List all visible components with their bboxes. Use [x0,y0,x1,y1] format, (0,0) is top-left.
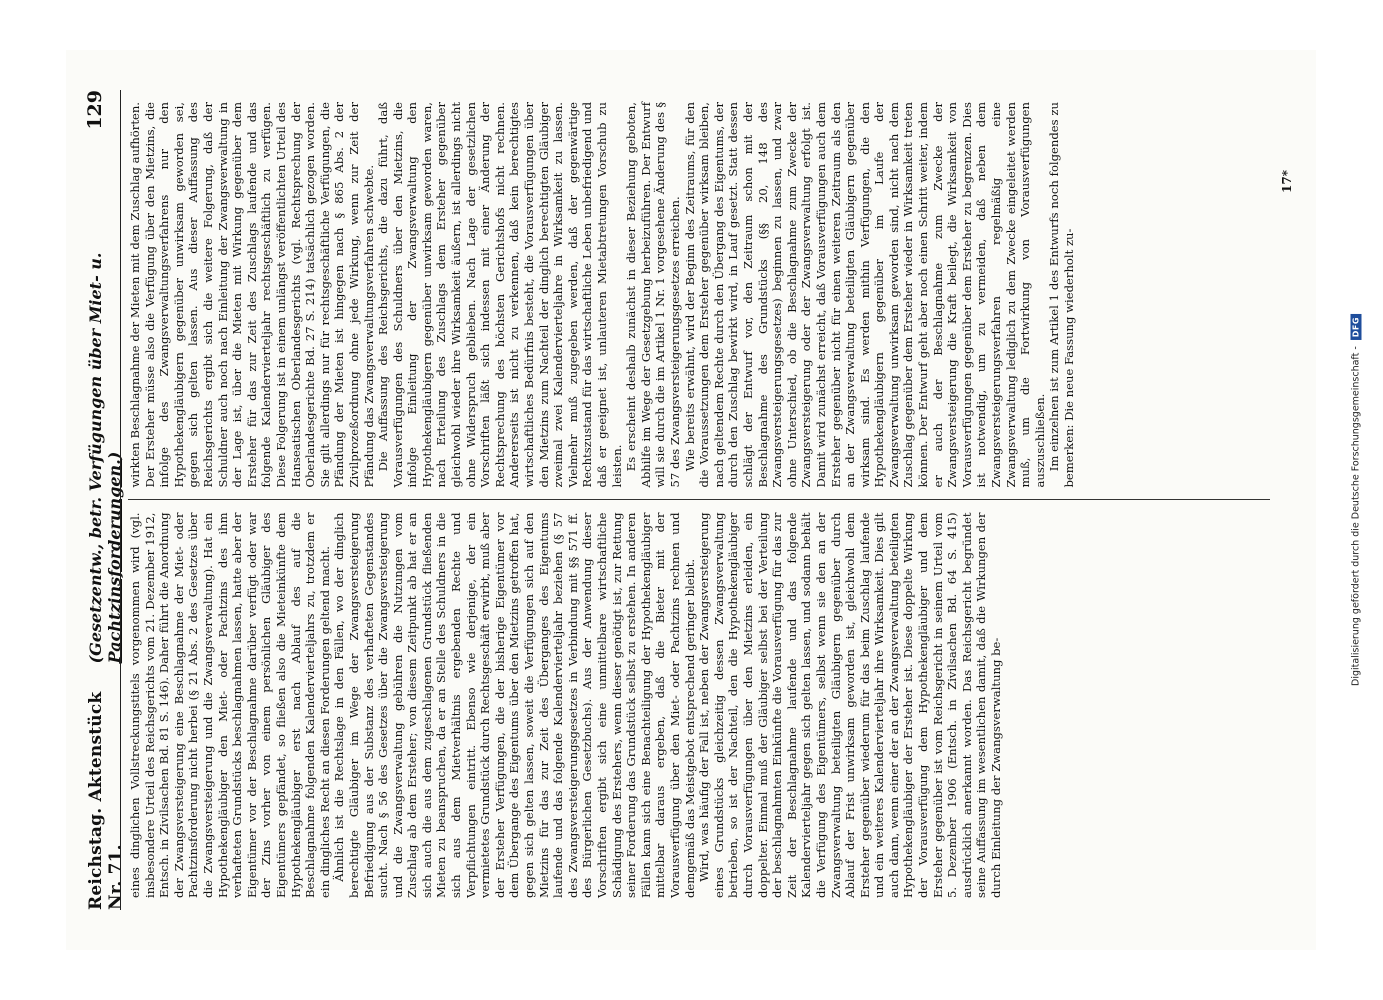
text-columns [128,90,1270,910]
header-subtitle [86,130,124,664]
digitization-credit [1351,314,1362,686]
paragraph: Im einzelnen ist zum Artikel 1 des Entwurfs noch folgendes zu bemerken: Die neue Fassung wiederholt zu- [1047,102,1076,488]
document-page [66,50,1316,950]
paragraph: Die Auffassung des Reichsgerichts, die dazu führt, daß Vorausverfügungen des Schuldners über den Mietzins, die infolge Einleitung der Zwangsverwaltung den Hypothekengläubigern gegenüber unwirksam geworden waren, nach Erteilung des Zuschlags dem Ersteher gegenüber gleichwohl wieder ihre Wirksamkeit äußern, ist allerdings nicht ohne Widerspruch geblieben. Nach Lage der gesetzlichen Vorschriften läßt sich indessen mit einer Änderung der Rechtsprechung des höchsten Gerichtshofs nicht rechnen. Andererseits ist nicht zu verkennen, daß kein berechtigtes wirtschaftliches Bedürfnis besteht, die Vorausverfügungen über den Mietzins zum Nachteil der dinglich berechtigten Gläubiger zweimal zwei Kalendervierteljahre in Wirksamkeit zu lassen. Vielmehr muß zugegeben werden, daß der gegenwärtige Rechtszustand für das wirtschaftliche Leben unbefriedigend und daß er geeignet ist, unlauteren Mietabtretungen Vorschub zu leisten. [376,102,624,488]
paragraph: Wird, was häufig der Fall ist, neben der Zwangsversteigerung eines Grundstücks gleichzeitig dessen Zwangsverwaltung betrieben, so ist der Nachteil, den die Hypothekengläubiger durch Vorausverfügungen über den Mietzins erleiden, ein doppelter. Einmal muß der Gläubiger selbst bei der Verteilung der beschlagnahmten Einkünfte die Vorausverfügung für das zur Zeit der Beschlagnahme laufende und das folgende Kalendervierteljahr gegen sich gelten lassen, und sodann behält die Verfügung des Eigentümers, selbst wenn sie den an der Zwangsverwaltung beteiligten Gläubigern gegenüber durch Ablauf der Frist unwirksam geworden ist, gleichwohl dem Ersteher gegenüber wiederum für das beim Zuschlag laufende und ein weiteres Kalendervierteljahr ihre Wirksamkeit. Dies gilt auch dann, wenn einer der an der Zwangsverwaltung beteiligten Hypothekengläubiger der Ersteher ist. Diese doppelte Wirkung der Vorausverfügung dem Hypothekengläubiger und dem Ersteher gegenüber ist vom Reichsgericht in seinem Urteil vom 5. Dezember 1906 (Entsch. in Zivilsachen Bd. 64 S. 415) ausdrücklich anerkannt worden. Das Reichsgericht begründet seine Auffassung im wesentlichen damit, daß die Wirkungen der durch Einleitung der Zwangsverwaltung be- [697,512,1004,898]
header-subtitle-prefix: (Gesetzentw., betr. Verfügungen über Miet- u. [86,252,105,664]
dfg-logo: DFG [1351,314,1362,340]
header-rule [120,90,121,910]
paragraph: Es erscheint deshalb zunächst in dieser Beziehung geboten, Abhilfe im Wege der Gesetzgebung herbeizuführen. Der Entwurf will sie durch die im Artikel 1 Nr. 1 vorgesehene Änderung des § 57 des Zwangsversteigerungsgesetzes erreichen. [624,102,682,488]
paragraph: Ähnlich ist die Rechtslage in den Fällen, wo der dinglich berechtigte Gläubiger im Wege der Zwangsversteigerung Befriedigung aus der Substanz des verhafteten Gegenstandes sucht. Nach § 56 des Gesetzes über die Zwangsversteigerung und die Zwangsverwaltung gebühren die Nutzungen vom Zuschlag ab dem Ersteher; von diesem Zeitpunkt ab hat er an sich auch die aus dem zugeschlagenen Grundstück fließenden Mieten zu beanspruchen, da er an Stelle des Schuldners in die sich aus dem Mietverhältnis ergebenden Rechte und Verpflichtungen eintritt. Ebenso wie derjenige, der ein vermietetes Grundstück durch Rechtsgeschäft erwirbt, muß aber der Ersteher Verfügungen, die der bisherige Eigentümer vor dem Übergange des Eigentums über den Mietzins getroffen hat, gegen sich gelten lassen, soweit die Verfügungen sich auf den Mietzins für das zur Zeit des Überganges des Eigentums laufende und das folgende Kalendervierteljahr beziehen (§ 57 des Zwangsversteigerungsgesetzes in Verbindung mit §§ 571 ff. des Bürgerlichen Gesetzbuchs). Aus der Anwendung dieser Vorschriften ergibt sich eine unmittelbare wirtschaftliche Schädigung des Erstehers, wenn dieser genötigt ist, zur Rettung seiner Forderung das Grundstück selbst zu erstehen. In anderen Fällen kann sich eine Benachteiligung der Hypothekengläubiger mittelbar daraus ergeben, daß die Bieter mit der Vorausverfügung über den Miet- oder Pachtzins rechnen und demgemäß das Meistgebot entsprechend geringer bleibt. [332,512,697,898]
header-subtitle-suffix: ) [105,451,124,460]
header-subtitle-underlined: Pachtzinsforderungen. [105,459,124,664]
paragraph: eines dinglichen Vollstreckungstitels vorgenommen wird (vgl. insbesondere Urteil des Reichsgerichts vom 21. Dezember 1912, Entsch. in Zivilsachen Bd. 81 S. 146). Daher führt die Anordnung der Zwangsversteigerung eine Beschlagnahme der Miet- oder Pachtzinsforderung nicht herbei (§ 21 Abs. 2 des Gesetzes über die Zwangsversteigerung und die Zwangsverwaltung). Hat ein Hypothekengläubiger den Miet- oder Pachtzins des ihm verhafteten Grundstücks beschlagnahmen lassen, hatte aber der Eigentümer vor der Beschlagnahme darüber verfügt oder war der Zins vorher von einem persönlichen Gläubiger des Eigentümers gepfändet, so fließen also die Mieteinkünfte dem Hypothekengläubiger erst nach Ablauf des auf die Beschlagnahme folgenden Kalendervierteljahrs zu, trotzdem er ein dingliches Recht an diesen Forderungen geltend macht. [128,512,332,898]
column-right [128,90,1270,500]
page-header [84,90,126,910]
column-divider [128,500,1270,501]
header-title: Reichstag. Aktenstück Nr. 71. [86,691,126,910]
paragraph: wirkten Beschlagnahme der Mieten mit dem Zuschlag aufhörten. Der Ersteher müsse also die Verfügung über den Mietzins, die infolge des Zwangsverwaltungsverfahrens nur den Hypothekengläubigern gegenüber unwirksam geworden sei, gegen sich gelten lassen. Aus dieser Auffassung des Reichsgerichts ergibt sich die weitere Folgerung, daß der Schuldner auch noch nach Einleitung der Zwangsverwaltung in der Lage ist, über die Mieten mit Wirkung gegenüber dem Ersteher für das zur Zeit des Zuschlags laufende und das folgende Kalendervierteljahr rechtsgeschäftlich zu verfügen. Diese Folgerung ist in einem unlängst veröffentlichten Urteil des Hanseatischen Oberlandesgerichts (vgl. Rechtsprechung der Oberlandesgerichte Bd. 27 S. 214) tatsächlich gezogen worden. Sie gilt allerdings nur für rechtsgeschäftliche Verfügungen, die Pfändung der Mieten ist hingegen nach § 865 Abs. 2 der Zivilprozeßordnung ohne jede Wirkung, wenn zur Zeit der Pfändung das Zwangsverwaltungsverfahren schwebte. [128,102,376,488]
column-left [128,501,1270,911]
credit-text: Digitalisierung gefördert durch die Deutsche Forschungsgemeinschaft - [1350,346,1362,686]
page-number: 129 [84,90,106,130]
paragraph: Wie bereits erwähnt, wird der Beginn des Zeitraums, für den die Voraussetzungen dem Ersteher gegenüber wirksam bleiben, nach geltendem Rechte durch den Übergang des Eigentums, der durch den Zuschlag bewirkt wird, in Lauf gesetzt. Statt dessen schlägt der Entwurf vor, den Zeitraum schon mit der Beschlagnahme des Grundstücks (§§ 20, 148 des Zwangsversteigerungsgesetzes) beginnen zu lassen, und zwar ohne Unterschied, ob die Beschlagnahme zum Zwecke der Zwangsversteigerung oder der Zwangsverwaltung erfolgt ist. Damit wird zunächst erreicht, daß Vorausverfügungen auch dem Ersteher gegenüber nicht für einen weiteren Zeitraum als den an der Zwangsverwaltung beteiligten Gläubigern gegenüber wirksam sind. Es werden mithin Verfügungen, die den Hypothekengläubigern gegenüber im Laufe der Zwangsverwaltung unwirksam geworden sind, nicht nach dem Zuschlag gegenüber dem Ersteher wieder in Wirksamkeit treten können. Der Entwurf geht aber noch einen Schritt weiter, indem er auch der Beschlagnahme zum Zwecke der Zwangsversteigerung die Kraft beilegt, die Wirksamkeit von Vorausverfügungen gegenüber dem Ersteher zu begrenzen. Dies ist notwendig, um zu vermeiden, daß neben dem Zwangsversteigerungsverfahren regelmäßig eine Zwangsverwaltung lediglich zu dem Zwecke eingeleitet werden muß, um die Fortwirkung von Vorausverfügungen auszuschließen. [682,102,1047,488]
sheet-signature: 17* [1280,170,1294,193]
